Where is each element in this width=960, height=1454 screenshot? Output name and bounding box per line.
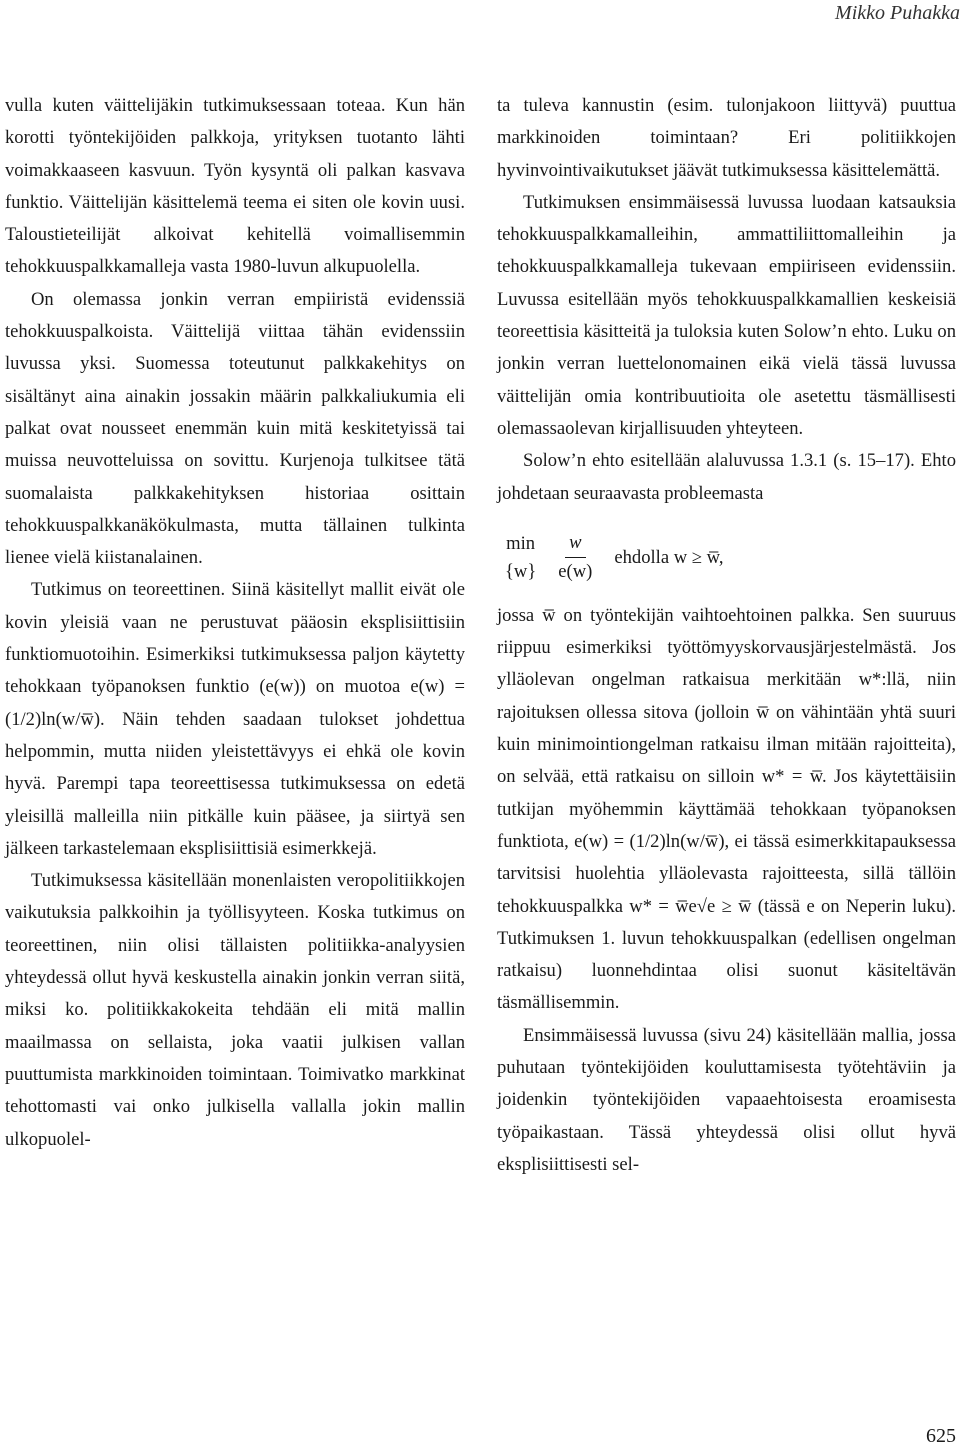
paragraph: vulla kuten väittelijäkin tutkimuksessaan toteaa. Kun hän korotti työntekijöiden palkkoja, yrityksen tuotanto lähti voimakkaaseen kasvuun. Työn kysyntä oli palkan kasvava funktio. Väittelijän käsittelemä teema ei siten ole kovin uusi. Taloustieteilijät alkoivat kehitellä voimallisemmin tehokkuuspalkkamalleja vasta 1980-luvun alkupuolella. <box>5 95 465 278</box>
paragraph: On olemassa jonkin verran empiiristä evidenssiä tehokkuuspalkoista. Väittelijä viittaa tähän evidenssiin luvussa yksi. Suomessa toteutunut palkkakehitys on sisältänyt aina ainakin jossakin määrin palkkaliukumia eli palkat ovat nousseet enemmän kuin mitä keskitetyissä tai muissa neuvotteluissa on sovittu. Kurjenoja tulkitsee tätä suomalaista palkkakehityksen historiaa osittain tehokkuuspalkkanäkökulmasta, mutta tällainen tulkinta lienee vielä kiistanalainen. <box>5 288 465 569</box>
paragraph: Tutkimuksessa käsitellään monenlaisten veropolitiikkojen vaikutuksia palkkoihin ja työllisyyteen. Koska tutkimus on teoreettinen, niin olisi tällaisten politiikka-analyysien yhteydessä ollut hyvä keskustella ainakin jonkin verran siitä, miksi ko. politiikkakokeita tehdään eli mitä mallin maailmassa on sellaista, joka vaatii julkisen vallan puuttumista markkinoiden toimintaan. Toimivatko markkinat tehottomasti vai onko julkisella vallalla jokin mallin ulkopuolel- <box>5 870 465 1150</box>
page-number: 625 <box>926 1425 956 1447</box>
paragraph: Tutkimuksen ensimmäisessä luvussa luodaan katsauksia tehokkuuspalkkamalleihin, ammattiliittomalleihin ja tehokkuuspalkkamalleja tukevaan empiiriseen evidenssiin. Luvussa esitellään myös tehokkuuspalkkamallien keskeisiä teoreettisia käsitteitä ja tuloksia kuten Solow’n ehto. Luku on jonkin verran luettelonomainen eikä vielä tässä luvussa väittelijän omia kontribuutioita ole asetettu täsmällisesti olemassaolevan kirjallisuuden yhteyteen. <box>497 191 956 439</box>
equation-condition: ehdolla w ≥ w̅, <box>614 546 724 568</box>
fraction-denominator: e(w) <box>558 561 593 583</box>
running-header-author: Mikko Puhakka <box>835 2 960 24</box>
left-column <box>5 90 465 1156</box>
paragraph: Ensimmäisessä luvussa (sivu 24) käsitellään mallia, jossa puhutaan työntekijöiden kouluttamisesta työtehtäviin ja joidenkin työntekijöiden vapaaehtoisesta eroamisesta työpaikastaan. Tässä yhteydessä olisi ollut hyvä eksplisiittisesti sel- <box>497 1024 956 1175</box>
paragraph: jossa w̅ on työntekijän vaihtoehtoinen palkka. Sen suuruus riippuu esimerkiksi työttömyyskorvausjärjestelmästä. Jos ylläolevan ongelman ratkaisua merkitään w*:llä, niin rajoituksen ollessa sitova (jolloin w̅ on vähintään yhtä suuri kuin minimointiongelman ratkaisu ilman mitään rajoitteita), on selvää, että ratkaisu on silloin w* = w̅. Jos käytettäisiin tutkijan myöhemmin käyttämää tehokkaan työpanoksen funktiota, e(w) = (1/2)ln(w/w̅), ei tässä esimerkkitapauksessa tarvitsisi huolehtia ylläolevasta rajoitteesta, sillä tällöin tehokkuuspalkka w* = w̅e√e ≥ w̅ (tässä e on Neperin luku). Tutkimuksen 1. luvun tehokkuuspalkan (edellisen ongelman ratkaisu) luonnehdintaa olisi suonut käsiteltävän täsmällisemmin. <box>497 604 956 1014</box>
minimization-equation <box>501 526 956 590</box>
right-column <box>497 90 956 1181</box>
min-domain: {w} <box>505 560 537 582</box>
paragraph: Solow’n ehto esitellään alaluvussa 1.3.1 (s. 15–17). Ehto johdetaan seuraavasta probleemasta <box>497 450 956 504</box>
paragraph: ta tuleva kannustin (esim. tulonjakoon liittyvä) puuttua markkinoiden toimintaan? Eri politiikkojen hyvinvointivaikutukset jäävät tutkimuksessa käsittelemättä. <box>497 95 956 181</box>
objective-fraction <box>554 529 596 586</box>
min-label: min <box>506 532 536 554</box>
min-operator <box>501 530 540 586</box>
fraction-numerator: w <box>565 529 585 558</box>
paragraph: Tutkimus on teoreettinen. Siinä käsitellyt mallit eivät ole kovin yleisiä vaan ne perustuvat pääosin eksplisiittisiin funktiomuotoihin. Esimerkiksi tutkimuksessa paljon käytetty tehokkaan työpanoksen funktio (e(w)) on muotoa e(w) = (1/2)ln(w/w̅). Näin tehden saadaan tulokset johdettua helpommin, mutta niiden yleistettävyys ei ehkä ole kovin hyvä. Parempi tapa teoreettisessa tutkimuksessa on edetä yleisillä malleilla niin pitkälle kuin pääsee, ja siirtyä sen jälkeen tarkastelemaan eksplisiittisiä esimerkkejä. <box>5 579 465 859</box>
